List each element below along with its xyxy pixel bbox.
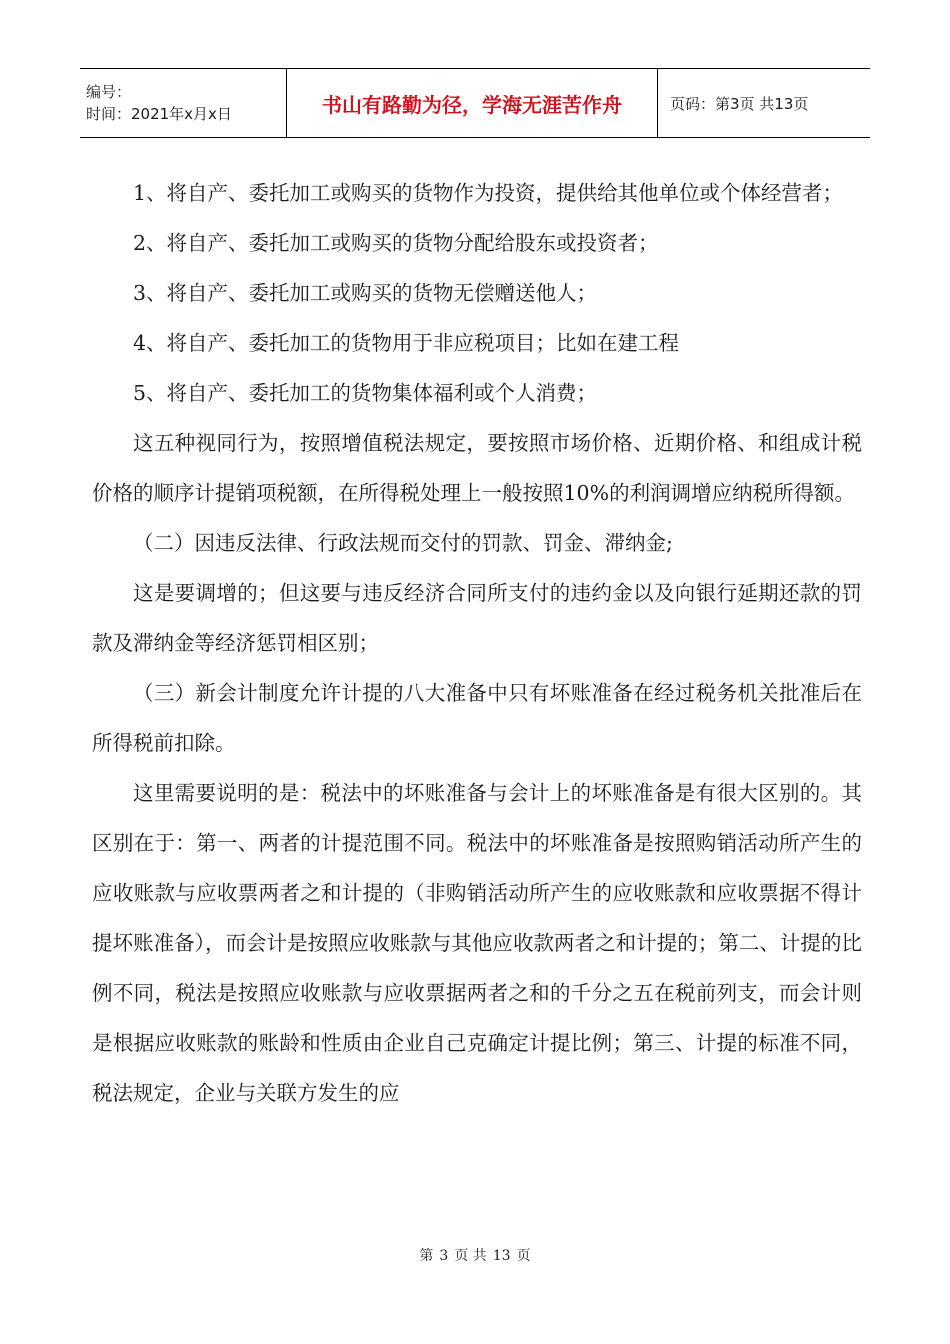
paragraph-item-1: 1、将自产、委托加工或购买的货物作为投资，提供给其他单位或个体经营者； bbox=[133, 181, 844, 205]
header-motto: 书山有路勤为径，学海无涯苦作舟 bbox=[322, 92, 622, 117]
paragraph-item-3: 3、将自产、委托加工或购买的货物无偿赠送他人； bbox=[133, 281, 598, 305]
paragraph-section-two-heading: （二）因违反法律、行政法规而交付的罚款、罚金、滞纳金; bbox=[133, 531, 673, 555]
page-header bbox=[80, 68, 870, 138]
document-body bbox=[92, 168, 862, 1118]
header-page-info: 页码：第3页 共13页 bbox=[670, 94, 809, 113]
header-motto-cell bbox=[287, 69, 658, 137]
footer-middle: 页 共 bbox=[454, 1248, 487, 1264]
header-meta bbox=[80, 69, 287, 137]
document-time-label: 时间：2021年x月x日 bbox=[86, 105, 232, 123]
page-footer bbox=[0, 1245, 950, 1265]
footer-prefix: 第 bbox=[419, 1248, 434, 1264]
footer-total-pages: 13 bbox=[492, 1248, 511, 1264]
paragraph-section-two-body: 这是要调增的；但这要与违反经济合同所支付的违约金以及向银行延期还款的罚款及滞纳金等经济惩罚相区别； bbox=[92, 581, 862, 655]
paragraph-bad-debt-explanation: 这里需要说明的是：税法中的坏账准备与会计上的坏账准备是有很大区别的。其区别在于：第一、两者的计提范围不同。税法中的坏账准备是按照购销活动所产生的应收账款与应收票两者之和计提的（非购销活动所产生的应收账款和应收票据不得计提坏账准备），而会计是按照应收账款与其他应收款两者之和计提的；第二、计提的比例不同，税法是按照应收账款与应收票据两者之和的千分之五在税前列支，而会计则是根据应收账款的账龄和性质由企业自己克确定计提比例；第三、计提的标准不同，税法规定，企业与关联方发生的应 bbox=[92, 781, 862, 1105]
paragraph-section-three-heading: （三）新会计制度允许计提的八大准备中只有坏账准备在经过税务机关批准后在所得税前扣除。 bbox=[92, 681, 862, 755]
paragraph-five-behaviors: 这五种视同行为，按照增值税法规定，要按照市场价格、近期价格、和组成计税价格的顺序计提销项税额，在所得税处理上一般按照10%的利润调增应纳税所得额。 bbox=[92, 431, 862, 505]
paragraph-item-4: 4、将自产、委托加工的货物用于非应税项目；比如在建工程 bbox=[133, 331, 680, 355]
paragraph-item-5: 5、将自产、委托加工的货物集体福利或个人消费； bbox=[133, 381, 598, 405]
footer-suffix: 页 bbox=[516, 1248, 531, 1264]
document-number-label: 编号： bbox=[86, 83, 132, 101]
paragraph-item-2: 2、将自产、委托加工或购买的货物分配给股东或投资者； bbox=[133, 231, 659, 255]
footer-page-number: 3 bbox=[439, 1248, 449, 1264]
